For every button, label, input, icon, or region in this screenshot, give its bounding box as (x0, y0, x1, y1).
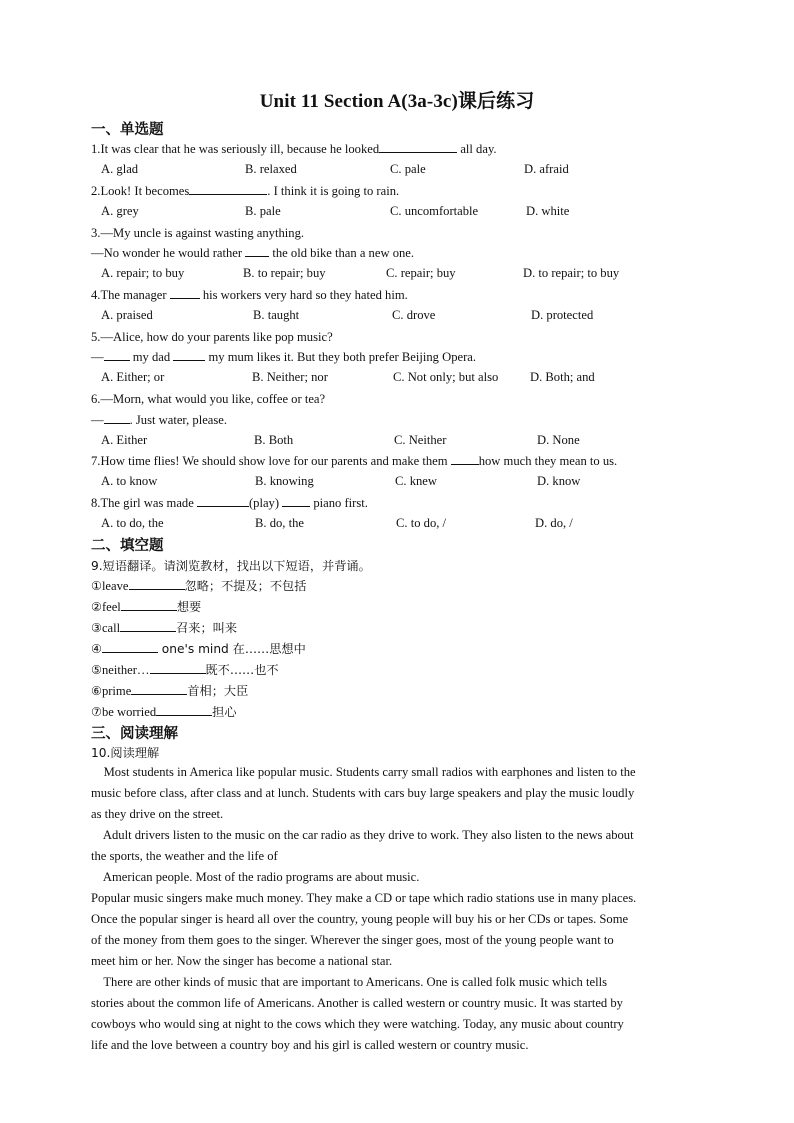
option-c: C. pale (390, 162, 426, 176)
question-3-text: —No wonder he would rather (91, 246, 246, 260)
question-3-line-1: 3.—My uncle is against wasting anything. (91, 226, 305, 240)
question-3-options (101, 266, 721, 282)
answer-blank (170, 287, 200, 299)
passage-line: cowboys who would sing at night to the cows which they were watching. Today, any music about country (91, 1017, 624, 1031)
phrase-item-5 (91, 662, 279, 678)
answer-blank (379, 141, 457, 153)
question-1-text-end: all day. (457, 142, 497, 156)
question-4-options (101, 308, 721, 324)
answer-blank (121, 599, 177, 611)
phrase-meaning: 召来；叫来 (176, 621, 238, 635)
question-6-options (101, 433, 721, 449)
answer-blank (102, 641, 158, 653)
option-a: A. praised (101, 308, 153, 322)
passage-line: of the money from them goes to the singer. Wherever the singer goes, most of the young people want to (91, 933, 614, 947)
phrase-meaning: 担心 (212, 705, 237, 719)
option-a: A. to know (101, 474, 158, 488)
question-2 (91, 183, 399, 199)
question-1-text: 1.It was clear that he was seriously ill, because he looked (91, 142, 380, 156)
option-a: A. grey (101, 204, 139, 218)
question-7-text-end: how much they mean to us. (478, 454, 618, 468)
option-d: D. Both; and (530, 370, 595, 384)
phrase-prefix: call (101, 621, 121, 635)
option-d: D. do, / (535, 516, 573, 530)
answer-blank (120, 620, 176, 632)
phrase-meaning: 首相；大臣 (187, 684, 249, 698)
passage-line: the sports, the weather and the life of (91, 849, 278, 863)
question-8-options (101, 516, 721, 532)
phrase-item-7 (91, 704, 237, 720)
passage-line: Adult drivers listen to the music on the car radio as they drive to work. They also listen to the news about (91, 828, 634, 842)
passage-line: Most students in America like popular music. Students carry small radios with earphones and listen to the (91, 765, 636, 779)
section-heading-reading: 三、阅读理解 (91, 726, 178, 742)
item-number: ⑦ (91, 705, 102, 719)
passage-line: There are other kinds of music that are important to Americans. One is called folk music which tells (91, 975, 607, 989)
passage-line: music before class, after class and at lunch. Students with cars buy large speakers and play the music loudly (91, 786, 635, 800)
phrase-meaning: one's mind 在……思想中 (157, 642, 306, 656)
section-heading-single-choice: 一、单选题 (91, 122, 164, 138)
option-a: A. glad (101, 162, 139, 176)
question-5-options (101, 370, 721, 386)
phrase-item-4 (91, 641, 306, 657)
phrase-meaning: 忽略；不提及；不包括 (184, 579, 307, 593)
question-3-line-2 (91, 245, 414, 261)
passage-line: Popular music singers make much money. They make a CD or tape which radio stations use in many places. (91, 891, 637, 905)
item-number: ② (91, 600, 102, 614)
phrase-meaning: 既不……也不 (205, 663, 279, 677)
option-d: D. protected (531, 308, 594, 322)
answer-blank (197, 495, 249, 507)
question-8-text-mid: (play) (248, 496, 283, 510)
option-b: B. taught (253, 308, 300, 322)
question-6-line-2 (91, 412, 227, 428)
phrase-item-3 (91, 620, 237, 636)
answer-blank (150, 662, 206, 674)
phrase-item-2 (91, 599, 201, 615)
phrase-prefix: neither… (101, 663, 150, 677)
option-d: D. white (526, 204, 570, 218)
option-b: B. do, the (255, 516, 304, 530)
item-number: ① (91, 579, 102, 593)
question-2-text: 2.Look! It becomes (91, 184, 190, 198)
phrase-prefix: prime (101, 684, 132, 698)
option-d: D. afraid (524, 162, 569, 176)
question-7 (91, 453, 617, 469)
question-5-line-1: 5.—Alice, how do your parents like pop music? (91, 330, 333, 344)
answer-blank (282, 495, 310, 507)
question-5-text-end: my mum likes it. But they both prefer Beijing Opera. (205, 350, 477, 364)
item-number: ⑥ (91, 684, 102, 698)
option-a: A. Either (101, 433, 148, 447)
question-9-prompt: 9.短语翻译。请浏览教材，找出以下短语，并背诵。 (91, 559, 371, 573)
phrase-meaning: 想要 (176, 600, 202, 614)
question-6-text: — (91, 413, 104, 427)
passage-line: American people. Most of the radio programs are about music. (91, 870, 420, 884)
phrase-item-6 (91, 683, 248, 699)
option-b: B. pale (245, 204, 281, 218)
option-c: C. Neither (394, 433, 447, 447)
phrase-item-1 (91, 578, 306, 594)
question-5-text-mid: my dad (129, 350, 174, 364)
question-4 (91, 287, 408, 303)
option-b: B. to repair; buy (243, 266, 326, 280)
passage-line: meet him or her. Now the singer has become a national star. (91, 954, 393, 968)
question-7-options (101, 474, 721, 490)
option-d: D. know (537, 474, 581, 488)
question-5-line-2 (91, 349, 476, 365)
answer-blank (104, 349, 130, 361)
item-number: ④ (91, 642, 102, 656)
phrase-prefix: leave (101, 579, 129, 593)
passage-line: as they drive on the street. (91, 807, 224, 821)
answer-blank (131, 683, 187, 695)
question-10-label: 10.阅读理解 (91, 746, 160, 760)
answer-blank (104, 412, 130, 424)
question-4-text-end: his workers very hard so they hated him. (199, 288, 408, 302)
question-1 (91, 141, 497, 157)
answer-blank (189, 183, 267, 195)
question-1-options (101, 162, 721, 178)
question-6-text-end: . Just water, please. (129, 413, 228, 427)
option-a: A. Either; or (101, 370, 165, 384)
answer-blank (129, 578, 185, 590)
answer-blank (451, 453, 479, 465)
answer-blank (245, 245, 269, 257)
phrase-prefix: feel (101, 600, 121, 614)
answer-blank (156, 704, 212, 716)
question-5-text: — (91, 350, 104, 364)
item-number: ③ (91, 621, 102, 635)
option-b: B. Both (254, 433, 294, 447)
reading-passage (91, 762, 701, 1056)
passage-line: Once the popular singer is heard all over the country, young people will buy his or her CDs or tapes. Some (91, 912, 629, 926)
passage-line: life and the love between a country boy and his girl is called western or country music. (91, 1038, 529, 1052)
option-b: B. relaxed (245, 162, 297, 176)
question-8-text-end: piano first. (310, 496, 368, 510)
option-c: C. to do, / (396, 516, 447, 530)
option-c: C. knew (395, 474, 437, 488)
question-7-text: 7.How time flies! We should show love for our parents and make them (91, 454, 451, 468)
option-a: A. repair; to buy (101, 266, 185, 280)
question-8 (91, 495, 368, 511)
page-title: Unit 11 Section A(3a-3c)课后练习 (259, 91, 535, 112)
question-3-text-end: the old bike than a new one. (269, 246, 415, 260)
section-heading-fill-blank: 二、填空题 (91, 538, 164, 554)
option-c: C. uncomfortable (390, 204, 479, 218)
question-2-options (101, 204, 721, 220)
passage-line: stories about the common life of Americans. Another is called western or country music. It was started by (91, 996, 623, 1010)
question-4-text: 4.The manager (91, 288, 170, 302)
option-c: C. drove (392, 308, 436, 322)
answer-blank (173, 349, 205, 361)
question-2-text-end: . I think it is going to rain. (267, 184, 400, 198)
option-b: B. knowing (255, 474, 314, 488)
option-b: B. Neither; nor (252, 370, 328, 384)
phrase-prefix: be worried (101, 705, 157, 719)
item-number: ⑤ (91, 663, 102, 677)
option-c: C. Not only; but also (393, 370, 499, 384)
option-d: D. to repair; to buy (523, 266, 620, 280)
option-d: D. None (537, 433, 580, 447)
option-c: C. repair; buy (386, 266, 456, 280)
question-8-text: 8.The girl was made (91, 496, 197, 510)
option-a: A. to do, the (101, 516, 164, 530)
question-6-line-1: 6.—Morn, what would you like, coffee or tea? (91, 392, 326, 406)
